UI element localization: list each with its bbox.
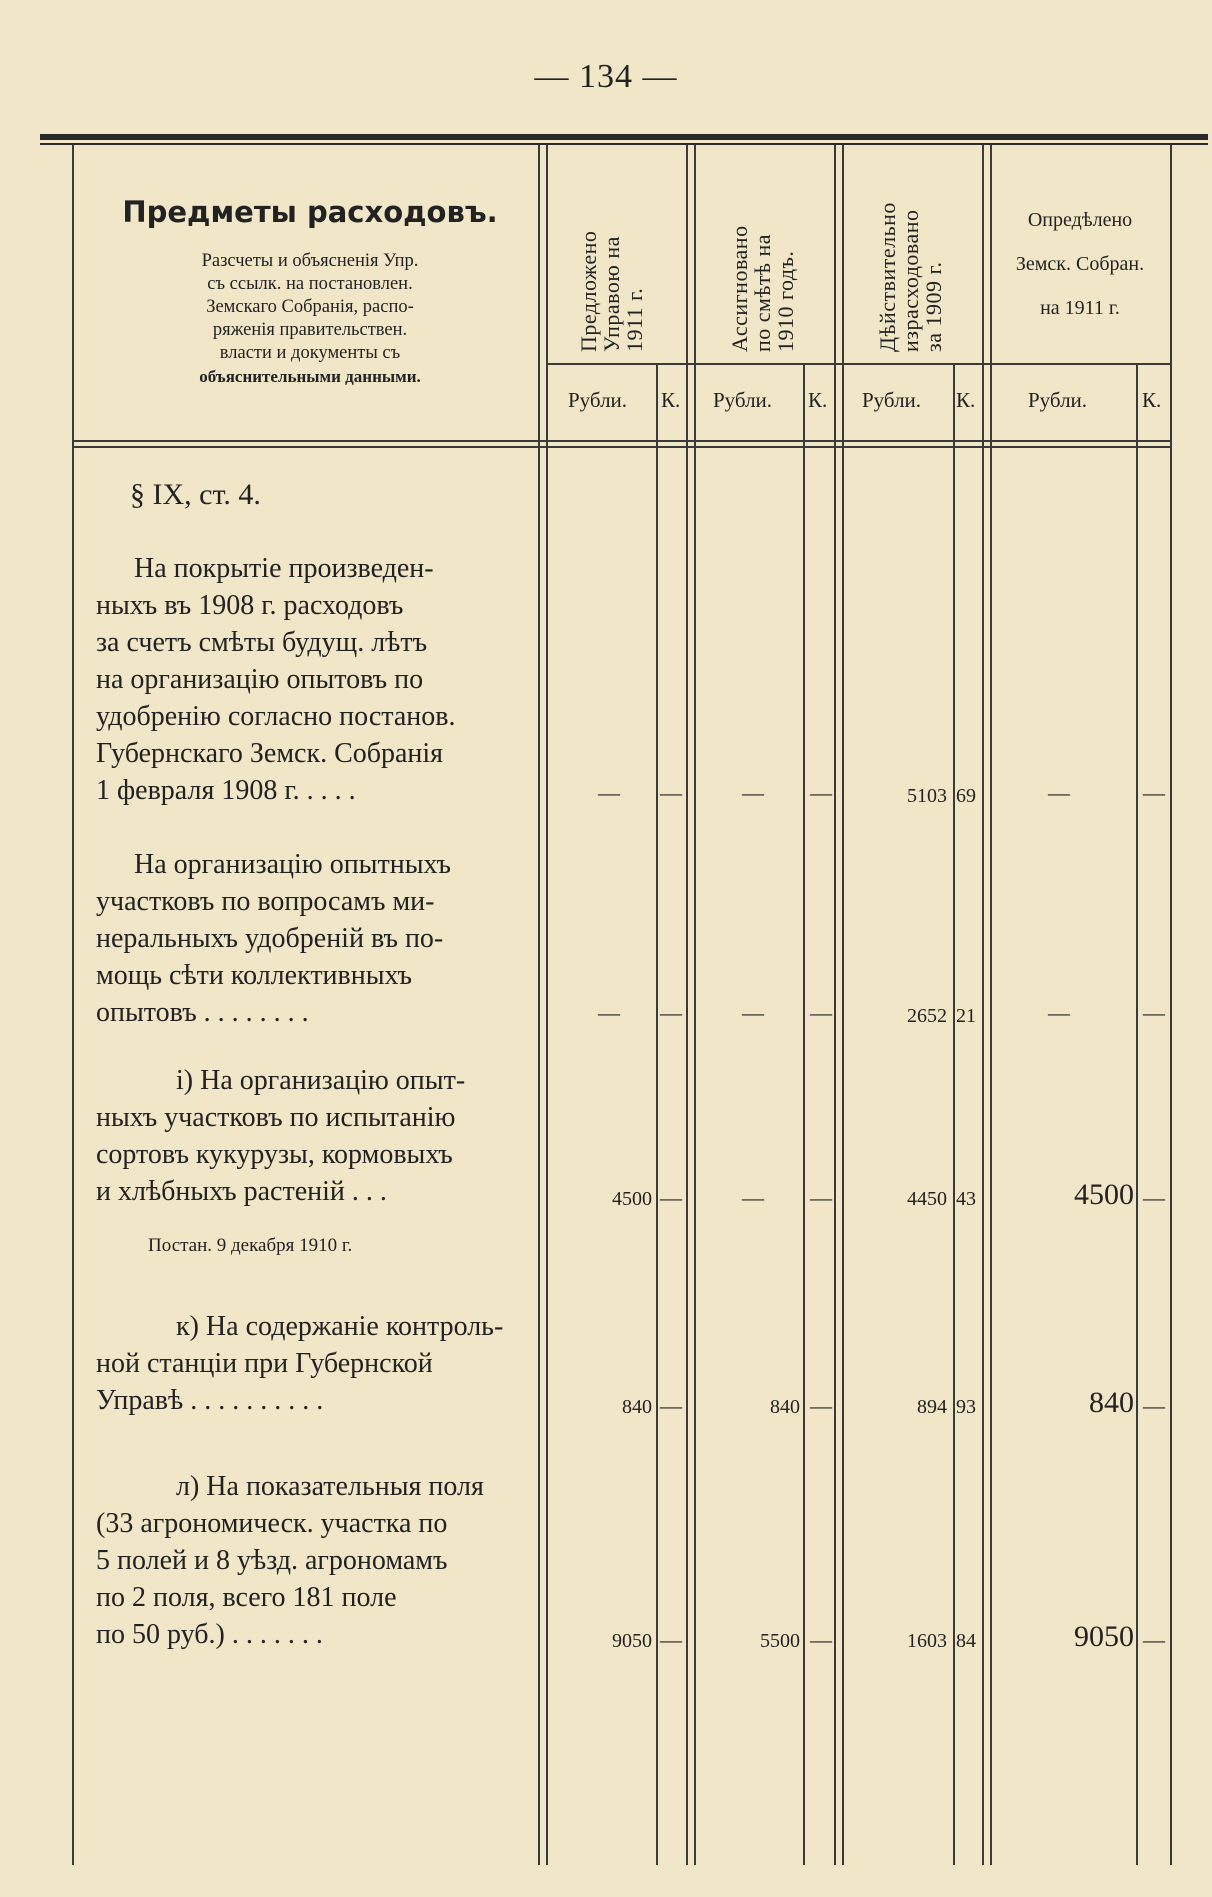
value-c2-rub: 5500: [760, 1630, 800, 1652]
value-c3-kop: 69: [956, 785, 976, 807]
value-c2-kop: —: [810, 1393, 832, 1418]
value-c2-rub: —: [742, 1185, 764, 1210]
value-c1-rub: —: [598, 780, 620, 805]
entry-text: л) На показательныя поля (33 агрономическ. участка по 5 полей и 8 уѣзд. агрономамъ по 2 поля, всего 181 поле по 50 руб.) . . . . . . .: [96, 1471, 484, 1650]
value-c2-kop: —: [810, 1000, 832, 1025]
top-rule-thin: [40, 143, 1208, 145]
col-line-k3: [953, 365, 955, 1865]
entry-text: На организацію опытныхъ участковъ по вопросамъ ми- неральныхъ удобреній въ по- мощь сѣти коллективныхъ опытовъ . . . . . . . .: [96, 849, 451, 1028]
value-c4-rub: 9050: [1074, 1620, 1134, 1653]
col-line-2b: [694, 145, 696, 1865]
value-c2-kop: —: [810, 1627, 832, 1652]
col2-header: Ассигновано по смѣтѣ на 1910 годъ.: [727, 225, 798, 352]
value-c4-kop: —: [1143, 1185, 1165, 1210]
col-line-left: [72, 145, 74, 1865]
value-c3-kop: 84: [956, 1630, 976, 1652]
unit-rub-1: Рубли.: [568, 388, 628, 412]
top-rule: [40, 134, 1208, 140]
col-line-1b: [546, 145, 548, 1865]
unit-kop-2: К.: [808, 388, 828, 412]
entry-text: к) На содержаніе контроль- ной станціи при Губернской Управѣ . . . . . . . . . .: [96, 1311, 504, 1416]
col-line-k1: [656, 365, 658, 1865]
value-c4-kop: —: [1143, 780, 1165, 805]
value-c4-rub: —: [1048, 1000, 1070, 1025]
section-heading: § IX, ст. 4.: [130, 478, 261, 511]
col4-header: Опредѣлено Земск. Собран. на 1911 г.: [1015, 209, 1145, 319]
value-c4-kop: —: [1143, 1627, 1165, 1652]
header-bottom-2: [72, 446, 1170, 448]
value-c4-kop: —: [1143, 1000, 1165, 1025]
value-c3-rub: 4450: [907, 1188, 947, 1210]
col-line-4b: [990, 145, 992, 1865]
value-c4-rub: 840: [1089, 1386, 1134, 1419]
unit-kop-4: К.: [1142, 388, 1162, 412]
col3-header: Дѣйствительно израсходовано за 1909 г.: [875, 202, 946, 352]
value-c2-kop: —: [810, 1185, 832, 1210]
value-c1-rub: 4500: [612, 1188, 652, 1210]
value-c2-kop: —: [810, 780, 832, 805]
value-c3-rub: 5103: [907, 785, 947, 807]
value-c1-kop: —: [660, 1185, 682, 1210]
value-c2-rub: —: [742, 780, 764, 805]
unit-rub-3: Рубли.: [862, 388, 922, 412]
value-c1-kop: —: [660, 1393, 682, 1418]
value-c1-rub: 840: [622, 1396, 652, 1418]
value-c1-kop: —: [660, 780, 682, 805]
value-c3-kop: 43: [956, 1188, 976, 1210]
value-c3-rub: 1603: [907, 1630, 947, 1652]
unit-rub-4: Рубли.: [1028, 388, 1088, 412]
unit-kop-3: К.: [956, 388, 976, 412]
value-c4-rub: 4500: [1074, 1178, 1134, 1211]
value-c2-rub: —: [742, 1000, 764, 1025]
entry-text: На покрытіе произведен- ныхъ въ 1908 г. расходовъ за счетъ смѣты будущ. лѣтъ на организацію опытовъ по удобренію согласно постанов. Губернскаго Земск. Собранія 1 февраля 1908 г. . . . .: [96, 553, 456, 806]
unit-row-top: [546, 363, 1170, 365]
col-line-3b: [842, 145, 844, 1865]
value-c1-kop: —: [660, 1627, 682, 1652]
col-line-4: [982, 145, 984, 1865]
col-line-k4: [1136, 365, 1138, 1865]
value-c1-kop: —: [660, 1000, 682, 1025]
header-title: Предметы расходовъ.: [122, 195, 498, 229]
col-line-3: [834, 145, 836, 1865]
value-c4-kop: —: [1143, 1393, 1165, 1418]
unit-kop-1: К.: [661, 388, 681, 412]
col-line-1: [538, 145, 540, 1865]
value-c3-kop: 93: [956, 1396, 976, 1418]
value-c1-rub: —: [598, 1000, 620, 1025]
value-c3-rub: 894: [917, 1396, 947, 1418]
value-c3-kop: 21: [956, 1005, 976, 1027]
col-line-2: [686, 145, 688, 1865]
header-bottom: [72, 440, 1170, 442]
entry-text: і) На организацію опыт- ныхъ участковъ по испытанію сортовъ кукурузы, кормовыхъ и хлѣбныхъ растеній . . .: [96, 1065, 466, 1207]
header-subtitle: Разсчеты и объясненія Упр. съ ссылк. на постановлен. Земскаго Собранія, распо- ряженія правительствен. власти и документы съ объяснительными данными.: [199, 251, 421, 386]
value-c2-rub: 840: [770, 1396, 800, 1418]
col-line-right: [1170, 145, 1172, 1865]
col1-header: Предложено Управою на 1911 г.: [576, 230, 647, 352]
value-c1-rub: 9050: [612, 1630, 652, 1652]
value-c3-rub: 2652: [907, 1005, 947, 1027]
value-c4-rub: —: [1048, 780, 1070, 805]
unit-rub-2: Рубли.: [713, 388, 773, 412]
page-number: — 134 —: [534, 58, 678, 95]
entry-note: Постан. 9 декабря 1910 г.: [148, 1235, 353, 1256]
col-line-k2: [803, 365, 805, 1865]
